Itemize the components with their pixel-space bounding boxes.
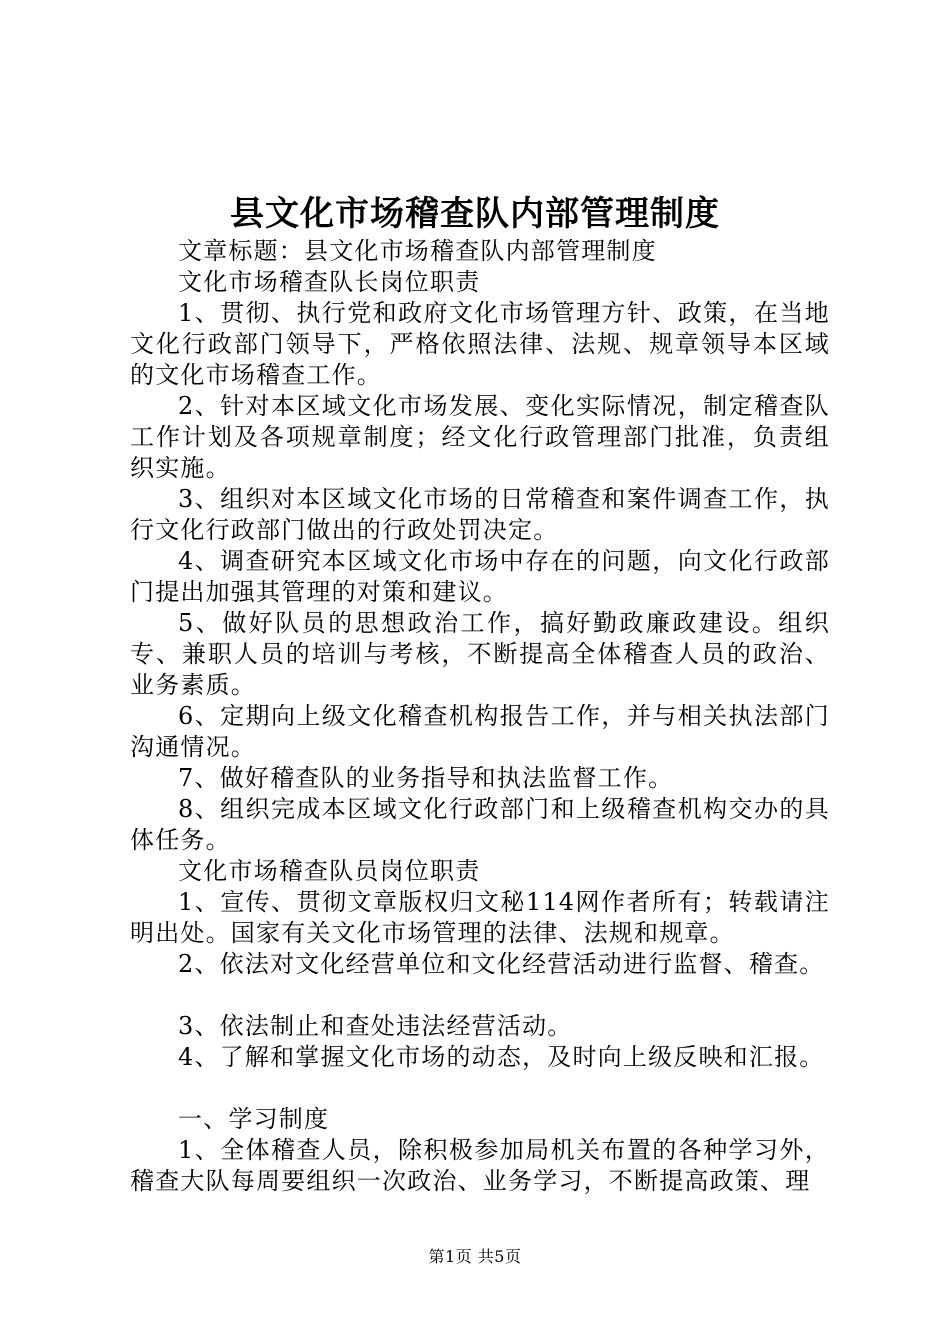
paragraph: 6、定期向上级文化稽查机构报告工作，并与相关执法部门沟通情况。 bbox=[130, 702, 830, 761]
document-title: 县文化市场稽查队内部管理制度 bbox=[230, 194, 720, 234]
paragraph: 5、做好队员的思想政治工作，搞好勤政廉政建设。组织专、兼职人员的培训与考核，不断提高全体稽查人员的政治、业务素质。 bbox=[130, 609, 830, 699]
paragraph: 4、了解和掌握文化市场的动态，及时向上级反映和汇报。 bbox=[178, 1043, 825, 1071]
paragraph: 3、组织对本区域文化市场的日常稽查和案件调查工作，执行文化行政部门做出的行政处罚决定。 bbox=[130, 485, 830, 544]
paragraph: 2、针对本区域文化市场发展、变化实际情况，制定稽查队工作计划及各项规章制度；经文化行政管理部门批准，负责组织实施。 bbox=[130, 392, 830, 482]
paragraph: 1、贯彻、执行党和政府文化市场管理方针、政策，在当地文化行政部门领导下，严格依照法律、法规、规章领导本区域的文化市场稽查工作。 bbox=[130, 299, 830, 389]
paragraph: 2、依法对文化经营单位和文化经营活动进行监督、稽查。 bbox=[178, 950, 825, 978]
page-footer: 第1页 共5页 bbox=[428, 1247, 522, 1266]
section-heading-study-system: 一、学习制度 bbox=[178, 1105, 330, 1133]
paragraph: 4、调查研究本区域文化市场中存在的问题，向文化行政部门提出加强其管理的对策和建议。 bbox=[130, 547, 830, 606]
paragraph: 7、做好稽查队的业务指导和执法监督工作。 bbox=[178, 764, 674, 792]
paragraph: 1、全体稽查人员，除积极参加局机关布置的各种学习外，稽查大队每周要组织一次政治、业务学习，不断提高政策、理 bbox=[130, 1136, 830, 1195]
section-heading-captain-duties: 文化市场稽查队长岗位职责 bbox=[178, 268, 481, 296]
section-heading-member-duties: 文化市场稽查队员岗位职责 bbox=[178, 857, 481, 885]
paragraph: 1、宣传、贯彻文章版权归文秘114网作者所有；转载请注明出处。国家有关文化市场管理的法律、法规和规章。 bbox=[130, 888, 830, 947]
paragraph: 8、组织完成本区域文化行政部门和上级稽查机构交办的具体任务。 bbox=[130, 795, 830, 854]
article-title-line: 文章标题：县文化市场稽查队内部管理制度 bbox=[178, 237, 657, 265]
document-body bbox=[130, 236, 830, 1197]
paragraph: 3、依法制止和查处违法经营活动。 bbox=[178, 1012, 573, 1040]
